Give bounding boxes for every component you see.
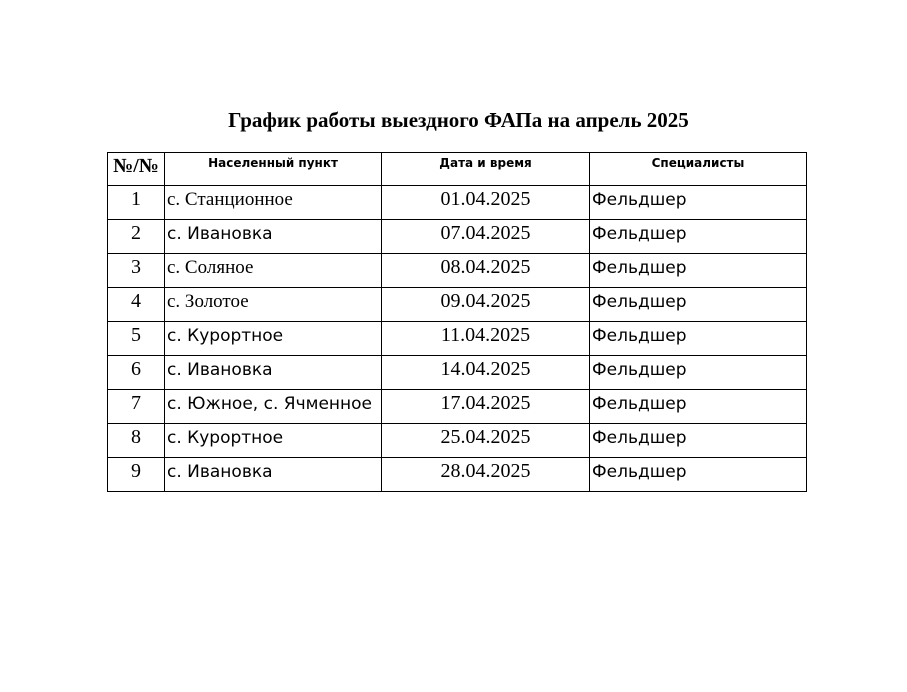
- row-specialist: Фельдшер: [590, 424, 807, 458]
- row-specialist: Фельдшер: [590, 322, 807, 356]
- row-date: 25.04.2025: [382, 424, 590, 458]
- row-location: с. Соляное: [165, 254, 382, 288]
- schedule-table: [107, 152, 807, 492]
- table-row: [108, 288, 807, 322]
- row-number: 4: [108, 288, 165, 322]
- row-date: 11.04.2025: [382, 322, 590, 356]
- row-number: 6: [108, 356, 165, 390]
- row-number: 8: [108, 424, 165, 458]
- row-location: с. Курортное: [165, 424, 382, 458]
- table-header-row: [108, 153, 807, 186]
- row-specialist: Фельдшер: [590, 254, 807, 288]
- row-location: с. Золотое: [165, 288, 382, 322]
- row-specialist: Фельдшер: [590, 220, 807, 254]
- row-number: 3: [108, 254, 165, 288]
- table-row: [108, 458, 807, 492]
- header-date: Дата и время: [382, 153, 590, 186]
- header-number: №/№: [108, 153, 165, 186]
- row-date: 28.04.2025: [382, 458, 590, 492]
- header-location: Населенный пункт: [165, 153, 382, 186]
- row-number: 2: [108, 220, 165, 254]
- row-date: 09.04.2025: [382, 288, 590, 322]
- table-row: [108, 254, 807, 288]
- row-location: с. Южное, с. Ячменное: [165, 390, 382, 424]
- row-location: с. Станционное: [165, 186, 382, 220]
- row-number: 7: [108, 390, 165, 424]
- row-location: с. Ивановка: [165, 458, 382, 492]
- table-row: [108, 220, 807, 254]
- row-location: с. Ивановка: [165, 220, 382, 254]
- table-row: [108, 390, 807, 424]
- row-date: 17.04.2025: [382, 390, 590, 424]
- row-number: 5: [108, 322, 165, 356]
- row-location: с. Ивановка: [165, 356, 382, 390]
- row-location: с. Курортное: [165, 322, 382, 356]
- row-specialist: Фельдшер: [590, 288, 807, 322]
- row-specialist: Фельдшер: [590, 356, 807, 390]
- table-row: [108, 322, 807, 356]
- header-specialists: Специалисты: [590, 153, 807, 186]
- row-date: 08.04.2025: [382, 254, 590, 288]
- row-date: 07.04.2025: [382, 220, 590, 254]
- row-number: 9: [108, 458, 165, 492]
- page-title: График работы выездного ФАПа на апрель 2025: [228, 108, 689, 132]
- table-row: [108, 356, 807, 390]
- row-specialist: Фельдшер: [590, 458, 807, 492]
- row-date: 14.04.2025: [382, 356, 590, 390]
- row-specialist: Фельдшер: [590, 186, 807, 220]
- row-date: 01.04.2025: [382, 186, 590, 220]
- table-row: [108, 186, 807, 220]
- row-number: 1: [108, 186, 165, 220]
- row-specialist: Фельдшер: [590, 390, 807, 424]
- table-row: [108, 424, 807, 458]
